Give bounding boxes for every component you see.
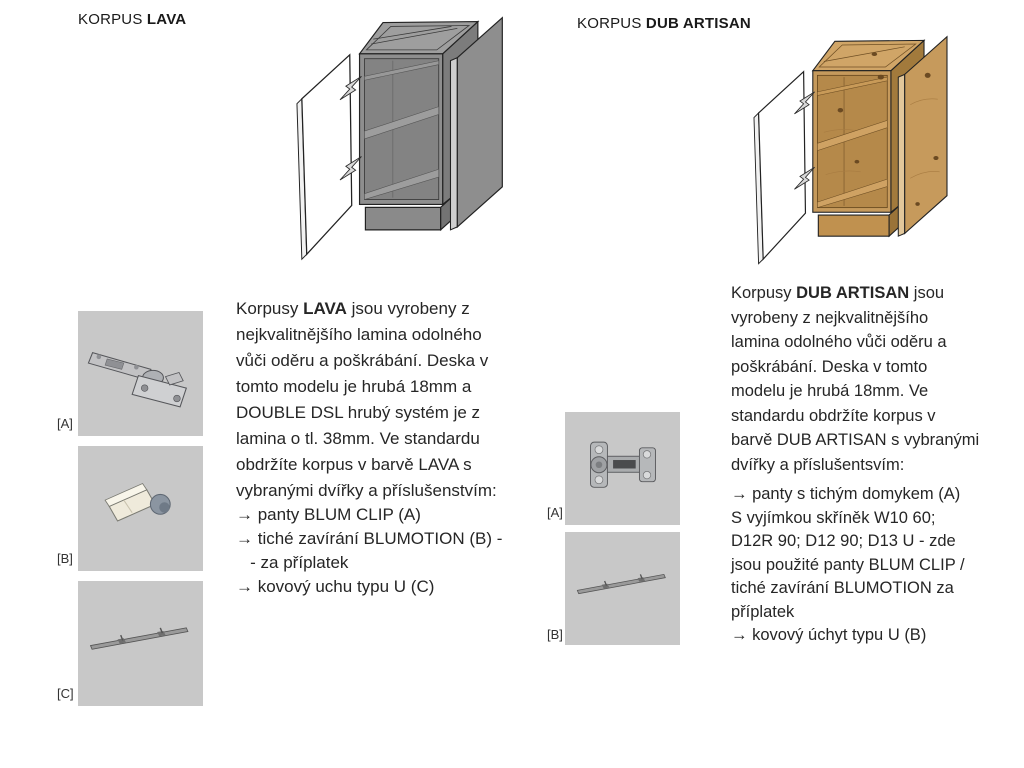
clip-hinge-icon xyxy=(78,311,203,436)
korpus-dub-artisan-title xyxy=(577,15,751,32)
hardware-image-a xyxy=(78,311,203,436)
description-paragraph-artisan: Korpusy DUB ARTISAN jsou vyrobeny z nejkvalitnějšího lamina odolného vůči oděru a poškrábání. Deska v tomto modelu je hrubá 18mm. Ve standardu obdržíte korpus v barvě DUB ARTISAN s vybranými dvířky a příslušentsvím: xyxy=(731,284,980,474)
hardware-label-b-right: [B] xyxy=(547,627,563,642)
title-bold: LAVA xyxy=(146,11,187,28)
u-handle-icon xyxy=(78,581,203,706)
hardware-label-a: [A] xyxy=(57,416,73,431)
hardware-label-a-right: [A] xyxy=(547,505,563,520)
hardware-label-b: [B] xyxy=(57,551,73,566)
title-prefix: KORPUS xyxy=(78,11,147,28)
korpus-lava-title xyxy=(78,11,186,28)
hardware-image-b xyxy=(78,446,203,571)
cabinet-illustration-lava xyxy=(283,2,528,268)
feature-list-lava: → panty BLUM CLIP (A) → tiché zavírání BLUMOTION (B) - - za příplatek → kovový uchu typu U (C) xyxy=(236,505,503,596)
hardware-image-c xyxy=(78,581,203,706)
title-bold: DUB ARTISAN xyxy=(645,15,751,32)
u-handle-icon xyxy=(565,532,680,645)
hardware-image-b-right xyxy=(565,532,680,645)
title-prefix: KORPUS xyxy=(577,15,646,32)
blumotion-damper-icon xyxy=(78,446,203,571)
cabinet-illustration-artisan xyxy=(740,22,972,272)
feature-list-artisan: → panty s tichým domykem (A) S vyjímkou skříněk W10 60; D12R 90; D12 90; D13 U - zde jsou použité panty BLUM CLIP / tiché zavírání BLUMOTION za příplatek → kovový úchyt typu U (B) xyxy=(731,485,965,644)
hardware-label-c: [C] xyxy=(57,686,74,701)
soft-close-hinge-icon xyxy=(565,412,680,525)
hardware-image-a-right xyxy=(565,412,680,525)
description-paragraph-lava: Korpusy LAVA jsou vyrobeny z nejkvalitnějšího lamina odolného vůči oděru a poškrábání. Deska v tomto modelu je hrubá 18mm a DOUBLE DSL hrubý systém je z lamina o tl. 38mm. Ve standardu obdržíte korpus v barvě LAVA s vybranými dvířky a příslušenstvím: xyxy=(236,299,497,500)
